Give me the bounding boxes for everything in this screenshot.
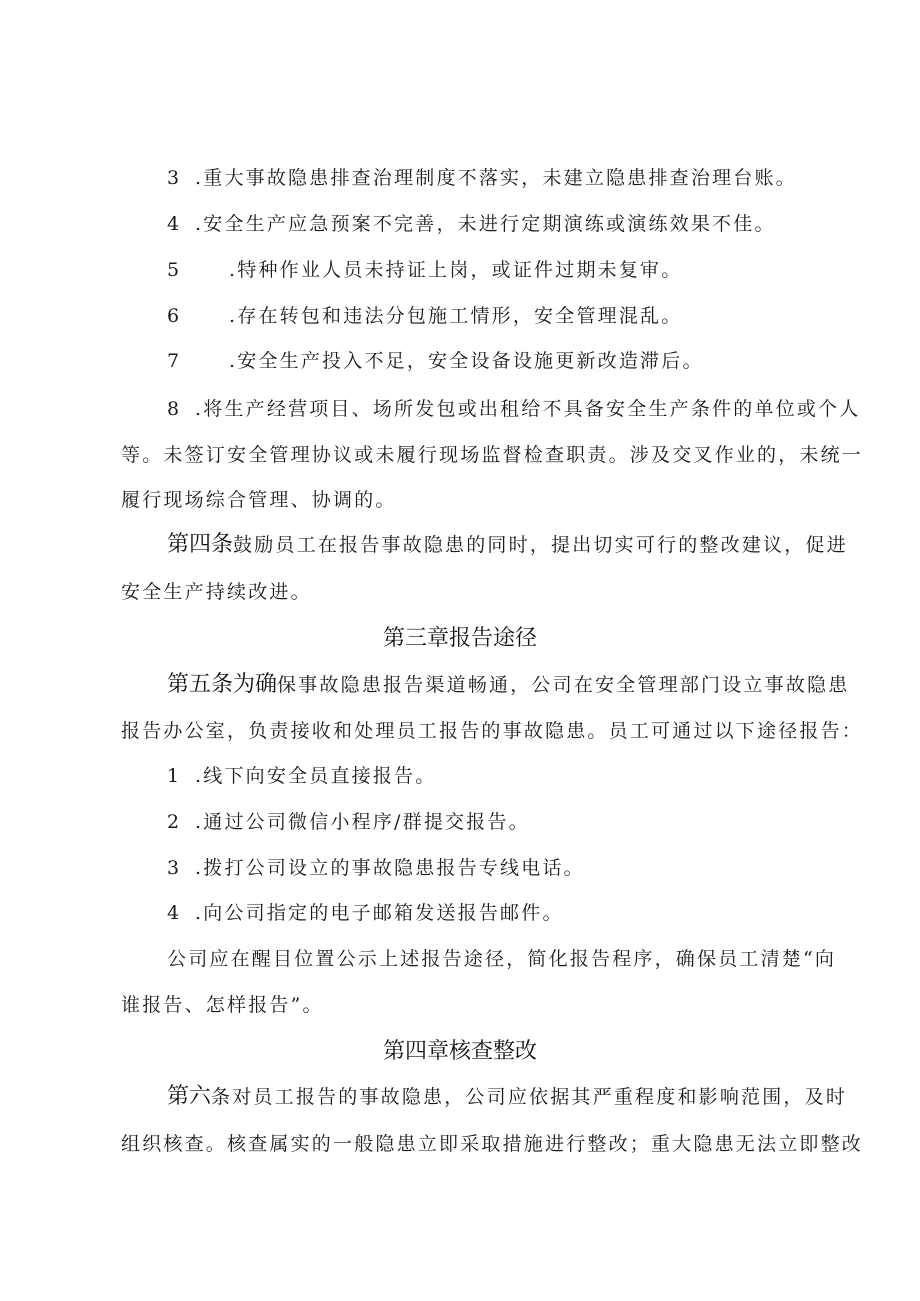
- item-number: 5: [167, 259, 182, 281]
- list-item: [167, 347, 920, 375]
- item-text: .通过公司微信小程序/群提交报告。: [195, 811, 530, 833]
- article-paragraph: [167, 531, 920, 559]
- paragraph-line: 安全生产持续改进。: [121, 581, 312, 603]
- item-text: .拨打公司设立的事故隐患报告专线电话。: [195, 857, 585, 879]
- item-number: 8: [167, 398, 182, 420]
- item-number: 2: [167, 811, 182, 833]
- paragraph-line: 履行现场综合管理、协调的。: [121, 489, 397, 511]
- item-text: .向公司指定的电子邮箱发送报告邮件。: [195, 902, 564, 924]
- article-label: 第六: [167, 1084, 212, 1109]
- chapter-heading: 第四章核查整改: [382, 1039, 537, 1064]
- item-text: .重大事故隐患排查治理制度不落实，未建立隐患排查治理台账。: [195, 167, 797, 189]
- item-text: .安全生产应急预案不完善，未进行定期演练或演练效果不佳。: [195, 213, 776, 235]
- paragraph-line: 等。未签订安全管理协议或未履行现场监督检查职责。涉及交叉作业的，未统一: [121, 444, 864, 466]
- item-text: .存在转包和违法分包施工情形，安全管理混乱。: [229, 305, 683, 327]
- item-number: 1: [167, 765, 182, 787]
- item-number: 6: [167, 305, 182, 327]
- list-item: [167, 808, 920, 836]
- item-text: .安全生产投入不足，安全设备设施更新改造滞后。: [229, 350, 704, 372]
- chapter-heading: 第三章报告途径: [382, 626, 537, 651]
- item-number: 3: [167, 167, 182, 189]
- article-label: 第五条为确: [167, 672, 278, 697]
- list-item: [167, 302, 920, 330]
- list-item: [167, 395, 920, 423]
- list-item: [167, 762, 920, 790]
- item-number: 4: [167, 902, 182, 924]
- article-label: 第四条: [167, 532, 234, 557]
- list-item: [167, 899, 920, 927]
- list-item: [167, 854, 920, 882]
- item-text: .将生产经营项目、场所发包或出租给不具备安全生产条件的单位或个人: [195, 398, 861, 420]
- item-number: 7: [167, 350, 182, 372]
- list-item: [167, 256, 920, 284]
- item-text: .特种作业人员未持证上岗，或证件过期未复审。: [229, 259, 683, 281]
- paragraph-line: 公司应在醒目位置公示上述报告途径，简化报告程序，确保员工清楚“向: [167, 948, 837, 970]
- paragraph-line: 组织核查。核查属实的一般隐患立即采取措施进行整改；重大隐患无法立即整改: [121, 1133, 864, 1155]
- item-text: .线下向安全员直接报告。: [195, 765, 437, 787]
- article-text: 保事故隐患报告渠道畅通，公司在安全管理部门设立事故隐患: [277, 674, 850, 696]
- item-number: 3: [167, 857, 182, 879]
- list-item: [167, 164, 920, 192]
- article-text: 鼓励员工在报告事故隐患的同时，提出切实可行的整改建议，促进: [233, 534, 848, 556]
- list-item: [167, 210, 920, 238]
- item-number: 4: [167, 213, 182, 235]
- article-paragraph: [167, 671, 920, 699]
- article-paragraph: [167, 1083, 920, 1111]
- article-text: 条对员工报告的事故隐患，公司应依据其严重程度和影响范围，及时: [211, 1086, 848, 1108]
- paragraph-line: 报告办公室，负责接收和处理员工报告的事故隐患。员工可通过以下途径报告：: [121, 720, 864, 742]
- paragraph-line: 谁报告、怎样报告”。: [121, 994, 324, 1016]
